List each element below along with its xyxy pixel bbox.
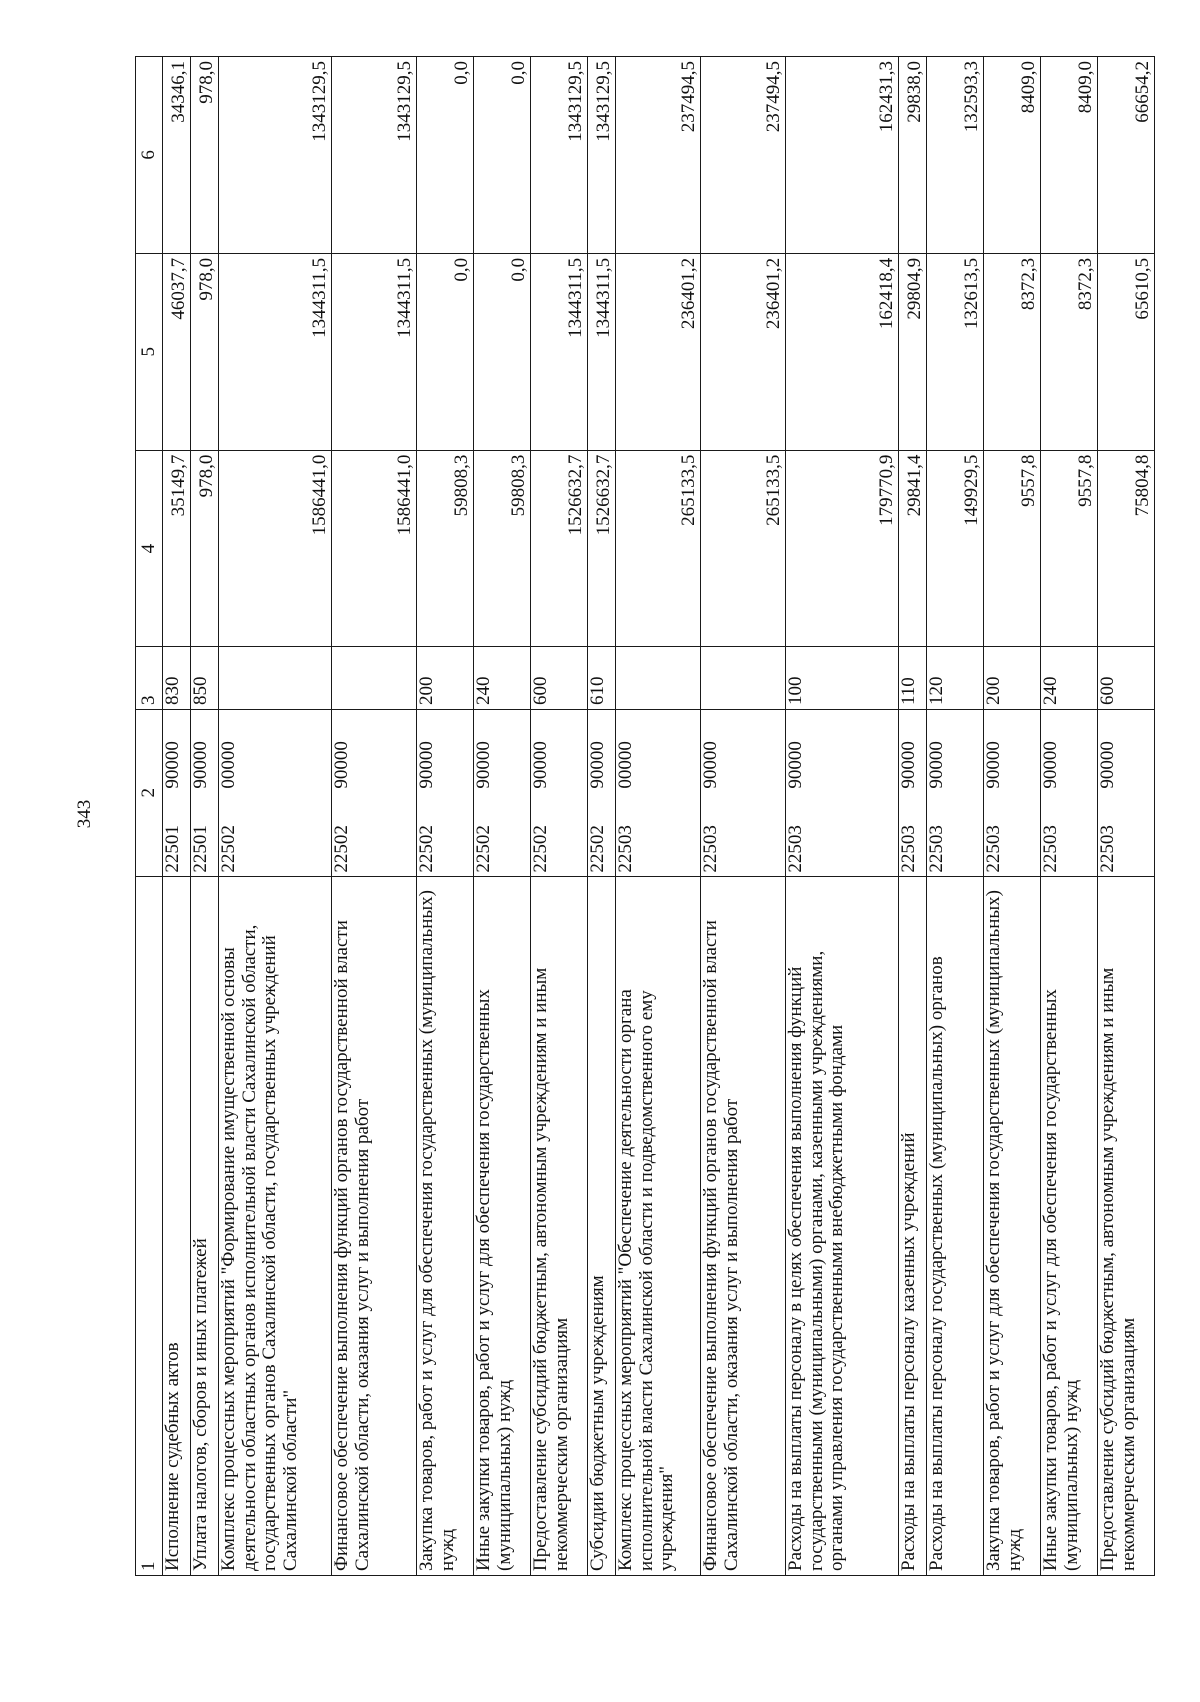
row-expense-type: 240 [1041,647,1098,710]
code-part-2: 00000 [615,741,636,789]
row-target-code [1041,710,1098,877]
row-name: Расходы на выплаты персоналу казенных учреждений [899,876,927,1575]
row-name: Расходы на выплаты персоналу государственных (муниципальных) органов [927,876,984,1575]
row-value-5: 8372,3 [984,253,1041,450]
row-expense-type: 600 [531,647,588,710]
row-value-5: 46037,7 [163,253,191,450]
row-value-5: 0,0 [474,253,531,450]
row-target-code [701,710,786,877]
row-target-code [984,710,1041,877]
row-value-5: 236401,2 [616,253,701,450]
code-part-1: 22502 [530,825,551,873]
row-value-6: 0,0 [474,57,531,254]
code-part-1: 22503 [926,825,947,873]
row-value-4: 1526632,7 [531,450,588,647]
code-part-1: 22502 [473,825,494,873]
header-col-1: 1 [136,876,163,1575]
header-col-6: 6 [136,57,163,254]
row-value-6: 34346,1 [163,57,191,254]
row-expense-type: 610 [588,647,616,710]
code-part-2: 90000 [785,741,806,789]
header-col-4: 4 [136,450,163,647]
table-row [163,57,191,1576]
row-value-4: 59808,3 [417,450,474,647]
row-value-5: 1344311,5 [588,253,616,450]
row-value-4: 179770,9 [786,450,899,647]
code-part-1: 22503 [898,825,919,873]
row-value-5: 29804,9 [899,253,927,450]
row-value-5: 8372,3 [1041,253,1098,450]
code-part-2: 90000 [700,741,721,789]
code-part-2: 90000 [416,741,437,789]
row-target-code [899,710,927,877]
code-part-2: 90000 [473,741,494,789]
code-part-1: 22501 [190,825,211,873]
row-target-code [191,710,219,877]
table-row [701,57,786,1576]
row-value-4: 29841,4 [899,450,927,647]
code-part-2: 90000 [898,741,919,789]
row-value-4: 265133,5 [701,450,786,647]
row-target-code [474,710,531,877]
code-part-1: 22502 [331,825,352,873]
code-part-2: 90000 [926,741,947,789]
row-name: Предоставление субсидий бюджетным, автономным учреждениям и иным некоммерческим организациям [1098,876,1155,1575]
row-name: Расходы на выплаты персоналу в целях обеспечения выполнения функций государственными (муниципальными) органами, казенными учреждениями, органами управления государственными внебюджетными фондами [786,876,899,1575]
header-row [136,57,163,1576]
table-row [588,57,616,1576]
row-value-6: 66654,2 [1098,57,1155,254]
table-row [191,57,219,1576]
row-expense-type: 200 [417,647,474,710]
row-value-4: 265133,5 [616,450,701,647]
row-value-5: 1344311,5 [531,253,588,450]
row-value-5: 1344311,5 [219,253,332,450]
code-part-2: 90000 [331,741,352,789]
row-value-6: 1343129,5 [332,57,417,254]
code-part-2: 90000 [190,741,211,789]
row-name: Закупка товаров, работ и услуг для обеспечения государственных (муниципальных) нужд [417,876,474,1575]
row-value-4: 59808,3 [474,450,531,647]
row-value-6: 1343129,5 [219,57,332,254]
row-value-5: 132613,5 [927,253,984,450]
budget-table [135,56,1155,1576]
row-expense-type: 240 [474,647,531,710]
row-value-4: 35149,7 [163,450,191,647]
table-row [474,57,531,1576]
row-value-6: 29838,0 [899,57,927,254]
row-value-4: 1526632,7 [588,450,616,647]
row-value-6: 8409,0 [984,57,1041,254]
row-name: Комплекс процессных мероприятий "Формирование имущественной основы деятельности областных органов исполнительной власти Сахалинской области, государственных органов Сахалинской области, государственных учреждений Сахалинской области" [219,876,332,1575]
code-part-1: 22503 [615,825,636,873]
table-row [1041,57,1098,1576]
row-value-6: 0,0 [417,57,474,254]
row-target-code [927,710,984,877]
table-row [531,57,588,1576]
row-target-code [616,710,701,877]
row-target-code [219,710,332,877]
row-name: Предоставление субсидий бюджетным, автономным учреждениям и иным некоммерческим организациям [531,876,588,1575]
code-part-2: 90000 [587,741,608,789]
table-row [984,57,1041,1576]
code-part-2: 90000 [983,741,1004,789]
row-expense-type: 200 [984,647,1041,710]
row-value-5: 978,0 [191,253,219,450]
table-row [899,57,927,1576]
row-expense-type: 120 [927,647,984,710]
row-name: Уплата налогов, сборов и иных платежей [191,876,219,1575]
table-row [417,57,474,1576]
row-value-4: 9557,8 [1041,450,1098,647]
code-part-1: 22503 [983,825,1004,873]
row-expense-type: 850 [191,647,219,710]
row-expense-type [332,647,417,710]
code-part-1: 22503 [785,825,806,873]
row-expense-type: 830 [163,647,191,710]
code-part-1: 22501 [162,825,183,873]
header-col-3: 3 [136,647,163,710]
row-target-code [588,710,616,877]
row-expense-type [616,647,701,710]
code-part-1: 22502 [416,825,437,873]
row-value-6: 132593,3 [927,57,984,254]
code-part-1: 22502 [218,825,239,873]
row-target-code [163,710,191,877]
row-target-code [1098,710,1155,877]
code-part-2: 90000 [162,741,183,789]
header-col-5: 5 [136,253,163,450]
row-expense-type: 110 [899,647,927,710]
row-expense-type: 600 [1098,647,1155,710]
code-part-2: 90000 [1097,741,1118,789]
table-row [616,57,701,1576]
row-value-6: 978,0 [191,57,219,254]
rotated-table-container [135,56,1195,1576]
code-part-2: 90000 [1040,741,1061,789]
row-value-4: 1586441,0 [219,450,332,647]
row-value-4: 9557,8 [984,450,1041,647]
code-part-1: 22503 [1040,825,1061,873]
code-part-1: 22503 [1097,825,1118,873]
row-value-4: 149929,5 [927,450,984,647]
row-target-code [417,710,474,877]
row-value-5: 1344311,5 [332,253,417,450]
row-name: Закупка товаров, работ и услуг для обеспечения государственных (муниципальных) нужд [984,876,1041,1575]
row-name: Финансовое обеспечение выполнения функций органов государственной власти Сахалинской области, оказания услуг и выполнения работ [701,876,786,1575]
code-part-1: 22503 [700,825,721,873]
table-row [1098,57,1155,1576]
row-value-6: 8409,0 [1041,57,1098,254]
row-value-6: 237494,5 [701,57,786,254]
row-name: Иные закупки товаров, работ и услуг для обеспечения государственных (муниципальных) нужд [1041,876,1098,1575]
table-row [927,57,984,1576]
row-value-5: 65610,5 [1098,253,1155,450]
row-expense-type [701,647,786,710]
table-row [332,57,417,1576]
page-number: 343 [74,799,95,829]
row-value-5: 162418,4 [786,253,899,450]
row-name: Иные закупки товаров, работ и услуг для обеспечения государственных (муниципальных) нужд [474,876,531,1575]
code-part-2: 00000 [218,741,239,789]
row-value-4: 75804,8 [1098,450,1155,647]
row-value-6: 1343129,5 [531,57,588,254]
row-value-5: 0,0 [417,253,474,450]
row-name: Субсидии бюджетным учреждениям [588,876,616,1575]
row-target-code [332,710,417,877]
table-row [786,57,899,1576]
row-target-code [531,710,588,877]
code-part-2: 90000 [530,741,551,789]
row-value-6: 1343129,5 [588,57,616,254]
row-name: Исполнение судебных актов [163,876,191,1575]
row-target-code [786,710,899,877]
row-value-6: 162431,3 [786,57,899,254]
row-expense-type: 100 [786,647,899,710]
row-name: Комплекс процессных мероприятий "Обеспечение деятельности органа исполнительной власти Сахалинской области и подведомственного ему учреждения" [616,876,701,1575]
header-col-2: 2 [136,710,163,877]
row-value-4: 1586441,0 [332,450,417,647]
row-name: Финансовое обеспечение выполнения функций органов государственной власти Сахалинской области, оказания услуг и выполнения работ [332,876,417,1575]
row-expense-type [219,647,332,710]
table-row [219,57,332,1576]
row-value-4: 978,0 [191,450,219,647]
row-value-6: 237494,5 [616,57,701,254]
code-part-1: 22502 [587,825,608,873]
row-value-5: 236401,2 [701,253,786,450]
